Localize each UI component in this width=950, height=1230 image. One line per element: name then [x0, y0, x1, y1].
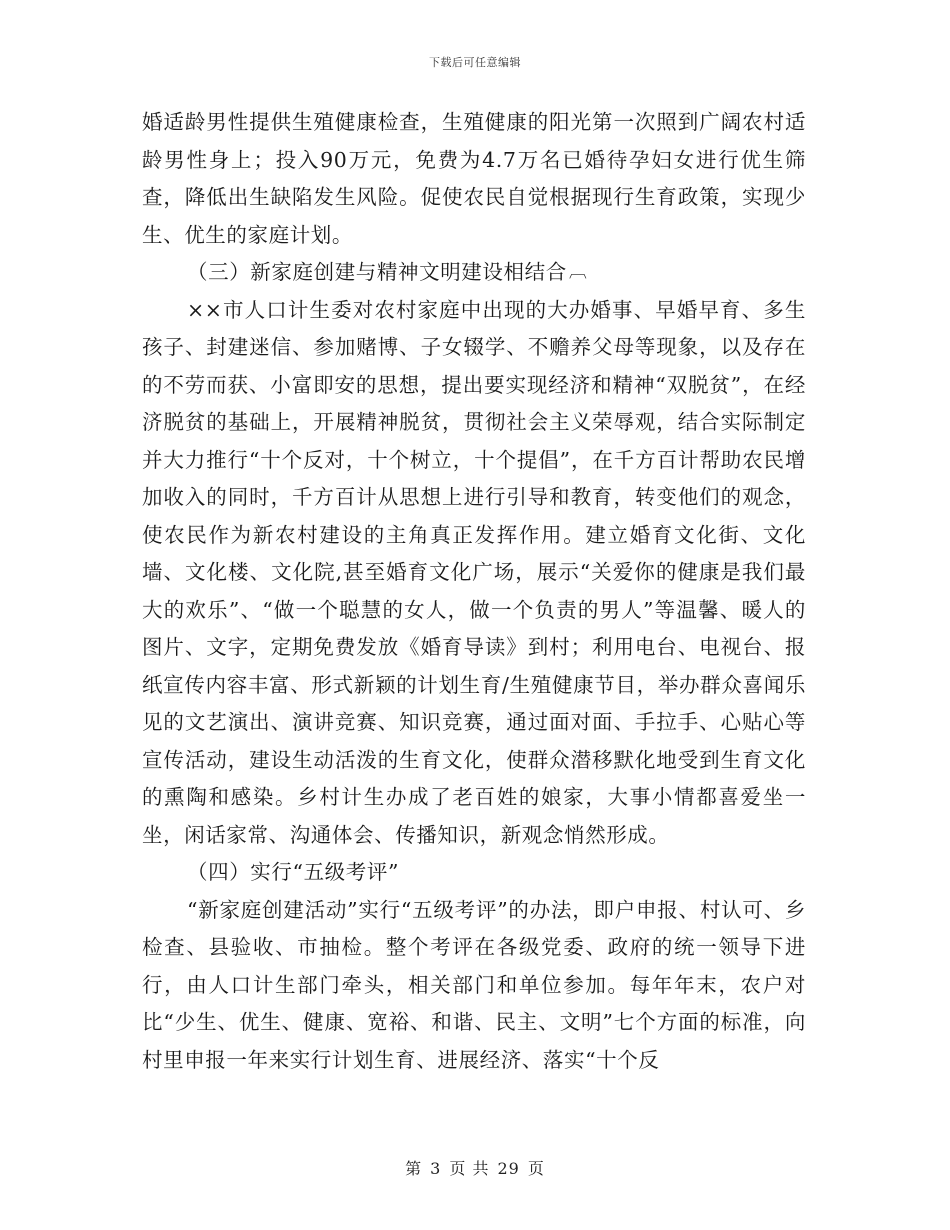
footer-mid: 页 共 [449, 1159, 490, 1178]
page-footer [0, 1156, 950, 1179]
paragraph-family-culture: ××市人口计生委对农村家庭中出现的大办婚事、早婚早育、多生孩子、封建迷信、参加赌博、子女辍学、不赡养父母等现象，以及存在的不劳而获、小富即安的思想，提出要实现经济和精神“双脱贫”，在经济脱贫的基础上，开展精神脱贫，贯彻社会主义荣辱观，结合实际制定并大力推行“十个反对，十个树立，十个提倡”，在千方百计帮助农民增加收入的同时，千方百计从思想上进行引导和教育，转变他们的观念，使农民作为新农村建设的主角真正发挥作用。建立婚育文化街、文化墙、文化楼、文化院,甚至婚育文化广场，展示“关爱你的健康是我们最大的欢乐”、“做一个聪慧的女人，做一个负责的男人”等温馨、暖人的图片、文字，定期免费发放《婚育导读》到村；利用电台、电视台、报纸宣传内容丰富、形式新颖的计划生育/生殖健康节目，举办群众喜闻乐见的文艺演出、演讲竞赛、知识竞赛，通过面对面、手拉手、心贴心等宣传活动，建设生动活泼的生育文化，使群众潜移默化地受到生育文化的熏陶和感染。乡村计生办成了老百姓的娘家，大事小情都喜爱坐一坐，闲话家常、沟通体会、传播知识，新观念悄然形成。 [142, 297, 806, 847]
correction-mark-icon: ︹ [568, 261, 588, 282]
page-number: 3 [430, 1159, 442, 1178]
section-heading-4: （四）实行“五级考评” [187, 860, 400, 884]
footer-suffix: 页 [527, 1159, 545, 1178]
section-heading-3 [142, 254, 806, 292]
page-header-note: 下载后可任意编辑 [429, 56, 521, 69]
paragraph-five-level-review: “新家庭创建活动”实行“五级考评”的办法，即户申报、村认可、乡检查、县验收、市抽检。整个考评在各级党委、政府的统一领导下进行，由人口计生部门牵头，相关部门和单位参加。每年年末，农户对比“少生、优生、健康、宽裕、和谐、民主、文明”七个方面的标准，向村里申报一年来实行计划生育、进展经济、落实“十个反 [142, 897, 806, 1072]
document-body [142, 104, 806, 1079]
footer-prefix: 第 [405, 1159, 423, 1178]
section-heading-3-text: （三）新家庭创建与精神文明建设相结合 [187, 260, 567, 284]
total-pages: 29 [497, 1159, 520, 1178]
paragraph-continued: 婚适龄男性提供生殖健康检查，生殖健康的阳光第一次照到广阔农村适龄男性身上；投入90万元，免费为4.7万名已婚待孕妇女进行优生筛查，降低出生缺陷发生风险。促使农民自觉根据现行生育政策，实现少生、优生的家庭计划。 [142, 110, 806, 247]
